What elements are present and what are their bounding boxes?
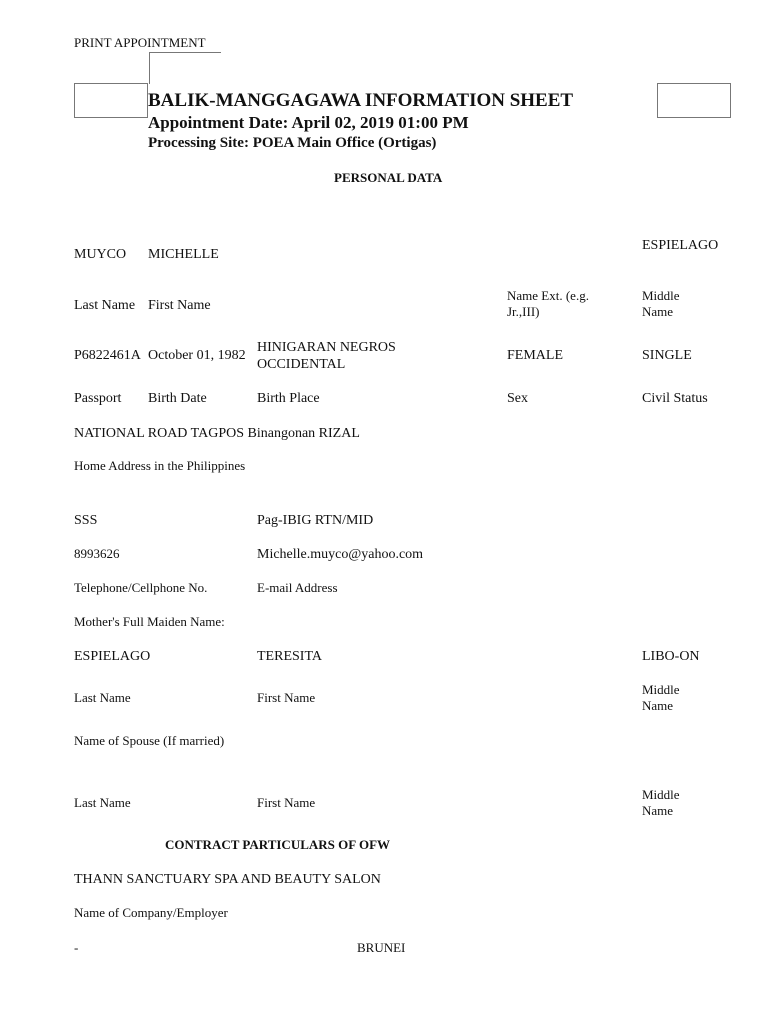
passport-label: Passport [74, 391, 122, 406]
middle-name-label: Middle Name [642, 288, 680, 319]
spouse-middle-name-label: Middle Name [642, 787, 680, 818]
last-name-label: Last Name [74, 298, 136, 313]
spouse-name-heading: Name of Spouse (If married) [74, 733, 225, 748]
civil-status-label: Civil Status [642, 391, 708, 406]
birth-date-value: October 01, 1982 [148, 348, 246, 363]
position-value: - [74, 940, 79, 955]
spouse-last-name-label: Last Name [74, 795, 131, 810]
country-value: BRUNEI [357, 940, 406, 955]
print-appointment-link[interactable]: PRINT APPOINTMENT [74, 35, 206, 50]
email-label: E-mail Address [257, 580, 338, 595]
sss-label: SSS [74, 513, 98, 528]
personal-data-heading: PERSONAL DATA [334, 170, 443, 185]
pagibig-label: Pag-IBIG RTN/MID [257, 513, 374, 528]
first-name-value: MICHELLE [148, 247, 219, 262]
header-divider-vertical [149, 52, 150, 84]
mother-last-name-label: Last Name [74, 690, 131, 705]
mother-name-heading: Mother's Full Maiden Name: [74, 614, 225, 629]
email-value: Michelle.muyco@yahoo.com [257, 547, 424, 562]
sex-label: Sex [507, 391, 528, 406]
page-title: BALIK-MANGGAGAWA INFORMATION SHEET [148, 90, 574, 111]
name-ext-label: Name Ext. (e.g. Jr.,III) [507, 288, 589, 319]
passport-value: P6822461A [74, 348, 141, 363]
mother-first-name-label: First Name [257, 690, 316, 705]
mother-first-name-value: TERESITA [257, 649, 322, 664]
birth-place-value: HINIGARAN NEGROS OCCIDENTAL [257, 340, 396, 372]
header-divider-horizontal [149, 52, 221, 53]
civil-status-value: SINGLE [642, 348, 692, 363]
birth-place-label: Birth Place [257, 391, 320, 406]
company-value: THANN SANCTUARY SPA AND BEAUTY SALON [74, 872, 381, 887]
left-photo-box [74, 83, 148, 118]
middle-name-value: ESPIELAGO [642, 238, 719, 253]
mother-middle-name-value: LIBO-ON [642, 649, 700, 664]
first-name-label: First Name [148, 298, 211, 313]
last-name-value: MUYCO [74, 247, 127, 262]
company-label: Name of Company/Employer [74, 905, 228, 920]
telephone-label: Telephone/Cellphone No. [74, 580, 208, 595]
spouse-first-name-label: First Name [257, 795, 316, 810]
birth-date-label: Birth Date [148, 391, 207, 406]
right-photo-box [657, 83, 731, 118]
processing-site: Processing Site: POEA Main Office (Ortigas) [148, 135, 437, 151]
home-address-label: Home Address in the Philippines [74, 458, 246, 473]
telephone-value: 8993626 [74, 546, 120, 561]
home-address-value: NATIONAL ROAD TAGPOS Binangonan RIZAL [74, 426, 360, 441]
mother-last-name-value: ESPIELAGO [74, 649, 151, 664]
contract-particulars-heading: CONTRACT PARTICULARS OF OFW [165, 837, 391, 852]
sex-value: FEMALE [507, 348, 563, 363]
appointment-date: Appointment Date: April 02, 2019 01:00 PM [148, 113, 469, 132]
mother-middle-name-label: Middle Name [642, 682, 680, 713]
